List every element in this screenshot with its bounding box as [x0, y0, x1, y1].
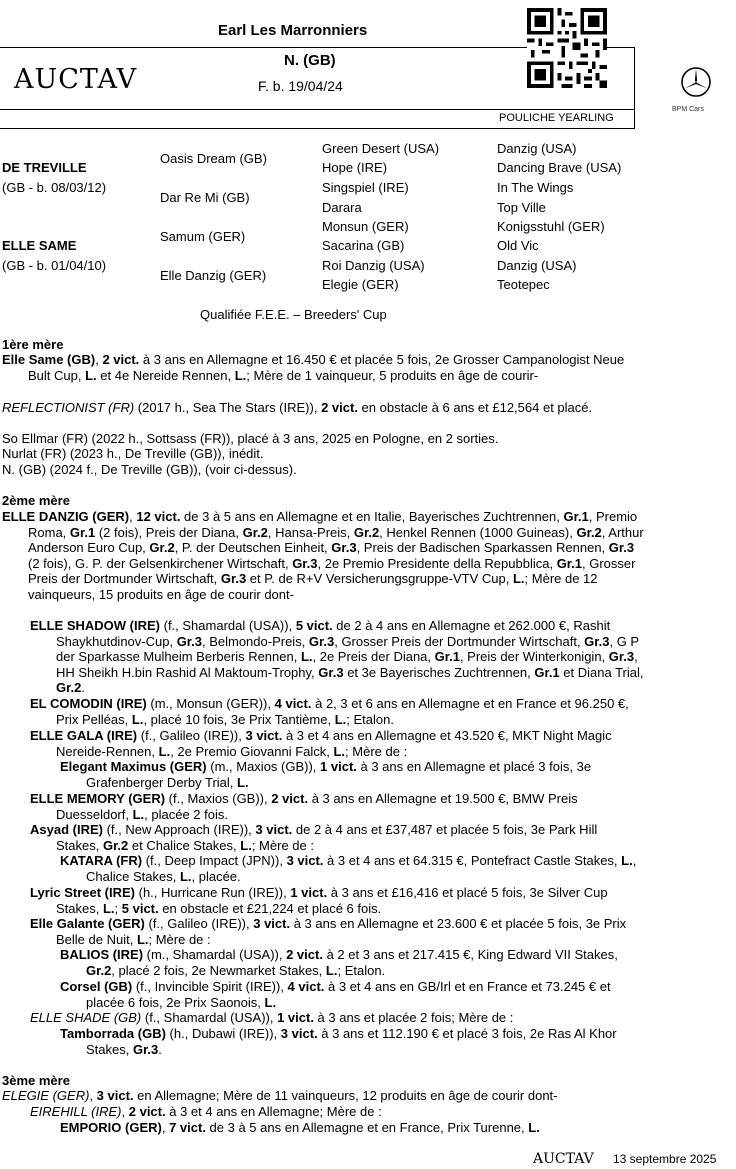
pedigree-gen2: Oasis Dream (GB): [160, 151, 267, 166]
pedigree-gen3: Green Desert (USA): [322, 141, 440, 156]
pedigree-gen3: Roi Danzig (USA): [322, 258, 425, 273]
pedigree-gen4: Dancing Brave (USA): [497, 160, 622, 175]
sire-name: DE TREVILLE: [2, 160, 87, 175]
dam-entry: ELEGIE (GER), 3 vict. en Allemagne; Mère de 11 vainqueurs, 12 produits en âge de courir dont-: [2, 1088, 558, 1103]
pedigree-gen3: Monsun (GER): [322, 219, 409, 234]
pedigree-gen4: Danzig (USA): [497, 258, 577, 273]
pedigree-gen4: In The Wings: [497, 180, 574, 195]
produce-entry: Asyad (IRE) (f., New Approach (IRE)), 3 vict. de 2 à 4 ans et £37,487 et placée 5 fois, 3e Park Hill Stakes, Gr.2 et Chalice Stakes, L.; Mère de :: [30, 822, 598, 853]
produce-entry: REFLECTIONIST (FR) (2017 h., Sea The Stars (IRE)), 2 vict. en obstacle à 6 ans et £12,564 et placé.: [2, 400, 593, 415]
produce-entry: Elle Galante (GER) (f., Galileo (IRE)), 3 vict. à 3 ans en Allemagne et 23.600 € et placée 5 fois, 3e Prix Belle de Nuit, L.; Mère de :: [30, 916, 627, 947]
pedigree-gen2: Dar Re Mi (GB): [160, 190, 250, 205]
header-divider: [0, 109, 634, 110]
sire-info: (GB - b. 08/03/12): [2, 180, 107, 195]
pedigree-gen2: Samum (GER): [160, 229, 246, 244]
dam-info: (GB - b. 01/04/10): [2, 258, 107, 273]
pedigree-gen3: Singspiel (IRE): [322, 180, 409, 195]
pedigree-gen4: Teotepec: [497, 277, 550, 292]
mercedes-star-icon: [680, 66, 712, 98]
produce-entry: Elegant Maximus (GER) (m., Maxios (GB)), 1 vict. à 3 ans en Allemagne et placé 3 fois, 3e Grafenberger Derby Trial, L.: [60, 759, 592, 790]
footer-logo: AUCTAV: [533, 1151, 594, 1167]
produce-entry: ELLE SHADE (GB) (f., Shamardal (USA)), 1 vict. à 3 ans et placée 2 fois; Mère de :: [30, 1010, 514, 1025]
produce-entry: So Ellmar (FR) (2022 h., Sottsass (FR)), placé à 3 ans, 2025 en Pologne, en 2 sorties.: [2, 431, 499, 446]
produce-entry: KATARA (FR) (f., Deep Impact (JPN)), 3 vict. à 3 et 4 ans et 64.315 €, Pontefract Castle Stakes, L., Chalice Stakes, L., placée.: [60, 853, 637, 884]
pedigree-gen3: Sacarina (GB): [322, 238, 405, 253]
produce-entry: ELLE MEMORY (GER) (f., Maxios (GB)), 2 vict. à 3 ans en Allemagne et 19.500 €, BMW Preis Duesseldorf, L., placée 2 fois.: [30, 791, 578, 822]
produce-entry: Tamborrada (GB) (h., Dubawi (IRE)), 3 vict. à 3 ans et 112.190 € et placé 3 fois, 2e Ras Al Khor Stakes, Gr.3.: [60, 1026, 617, 1057]
category-label: POULICHE YEARLING: [499, 112, 614, 124]
produce-entry: BALIOS (IRE) (m., Shamardal (USA)), 2 vict. à 2 et 3 ans et 217.415 €, King Edward VII Stakes, Gr.2, placé 2 fois, 2e Newmarket Stakes, L.; Etalon.: [60, 947, 618, 978]
produce-entry: EL COMODIN (IRE) (m., Monsun (GER)), 4 vict. à 2, 3 et 6 ans en Allemagne et en France et 96.250 €, Prix Pelléas, L., placé 10 fois, 3e Prix Tantième, L.; Etalon.: [30, 696, 629, 727]
dam-entry: ELLE DANZIG (GER), 12 vict. de 3 à 5 ans en Allemagne et en Italie, Bayerisches Zuchtrennen, Gr.1, Premio Roma, Gr.1 (2 fois), Preis der Diana, Gr.2, Hansa-Preis, Gr.2, Henkel Rennen (1000 Guineas), Gr.2, Arthur Anderson Euro Cup, Gr.2, P. der Deutschen Einheit, Gr.3, Preis der Badischen Sparkassen Rennen, Gr.3 (2 fois), G. P. der Gelsenkirchener Wirtschaft, Gr.3, 2e Premio Presidente della Repubblica, Gr.1, Grosser Preis der Dortmunder Wirtschaft, Gr.3 et P. de R+V Versicherungsgruppe-VTV Cup, L.; Mère de 12 vainqueurs, 15 produits en âge de courir dont-: [2, 509, 644, 602]
produce-entry: EIREHILL (IRE), 2 vict. à 3 et 4 ans en Allemagne; Mère de :: [30, 1104, 382, 1119]
produce-entry: ELLE SHADOW (IRE) (f., Shamardal (USA)), 5 vict. de 2 à 4 ans en Allemagne et 262.000 €, Rashit Shaykhutdinov-Cup, Gr.3, Belmondo-Preis, Gr.3, Grosser Preis der Dortmunder Wirtschaft, Gr.3, G P der Sparkasse Mulheim Berberis Rennen, L., 2e Preis der Diana, Gr.1, Preis der Winterkonigin, Gr.3, HH Sheikh H.bin Rashid Al Maktoum-Trophy, Gr.3 et 3e Bayerisches Zuchtrennen, Gr.1 et Diana Trial, Gr.2.: [30, 618, 644, 695]
section-heading-second-dam: 2ème mère: [2, 493, 70, 508]
produce-entry: Nurlat (FR) (2023 h., De Treville (GB)), inédit.: [2, 446, 264, 461]
produce-entry: Corsel (GB) (f., Invincible Spirit (IRE)), 4 vict. à 3 et 4 ans en GB/Irl et en France et 73.245 € et placée 6 fois, 2e Prix Saonois, L.: [60, 979, 611, 1010]
footer-date: 13 septembre 2025: [613, 1152, 717, 1166]
breeder-name: Earl Les Marronniers: [218, 22, 368, 39]
qualification-note: Qualifiée F.E.E. – Breeders' Cup: [200, 307, 387, 322]
horse-details: F. b. 19/04/24: [258, 78, 343, 94]
pedigree-gen3: Darara: [322, 200, 362, 215]
pedigree-gen4: Top Ville: [497, 200, 546, 215]
produce-entry: EMPORIO (GER), 7 vict. de 3 à 5 ans en Allemagne et en France, Prix Turenne, L.: [60, 1120, 540, 1135]
sponsor-label: BPM Cars: [672, 106, 704, 113]
produce-entry: Lyric Street (IRE) (h., Hurricane Run (IRE)), 1 vict. à 3 ans et £16,416 et placé 5 fois, 3e Silver Cup Stakes, L.; 5 vict. en obstacle et £21,224 et placé 6 fois.: [30, 885, 608, 916]
pedigree-gen3: Hope (IRE): [322, 160, 388, 175]
auctav-logo: AUCTAV: [14, 64, 138, 95]
dam-name: ELLE SAME: [2, 238, 77, 253]
pedigree-gen2: Elle Danzig (GER): [160, 268, 267, 283]
produce-entry: N. (GB) (2024 f., De Treville (GB)), (voir ci-dessus).: [2, 462, 297, 477]
horse-name: N. (GB): [284, 52, 336, 69]
section-heading-third-dam: 3ème mère: [2, 1073, 70, 1088]
section-heading-first-dam: 1ère mère: [2, 337, 64, 352]
dam-entry: Elle Same (GB), 2 vict. à 3 ans en Allemagne et 16.450 € et placée 5 fois, 2e Grosser Campanologist Neue Bult Cup, L. et 4e Nereide Rennen, L.; Mère de 1 vainqueur, 5 produits en âge de courir-: [2, 352, 625, 383]
pedigree-gen3: Elegie (GER): [322, 277, 399, 292]
pedigree-gen4: Konigsstuhl (GER): [497, 219, 605, 234]
qr-code-icon[interactable]: [527, 8, 607, 88]
pedigree-gen4: Old Vic: [497, 238, 539, 253]
produce-entry: ELLE GALA (IRE) (f., Galileo (IRE)), 3 vict. à 3 et 4 ans en Allemagne et 43.520 €, MKT Night Magic Nereide-Rennen, L., 2e Premio Giovanni Falck, L.; Mère de :: [30, 728, 612, 759]
pedigree-gen4: Danzig (USA): [497, 141, 577, 156]
